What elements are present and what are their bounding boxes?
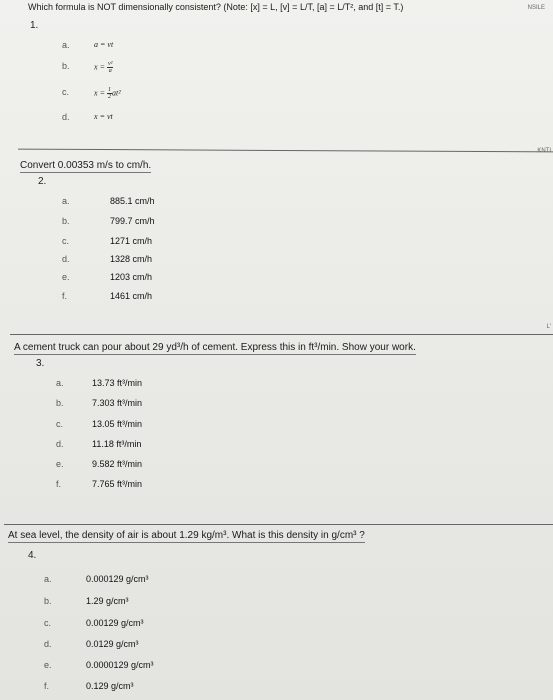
q3-option-b-value: 7.303 ft³/min <box>92 398 143 408</box>
q4-option-a-value: 0.000129 g/cm³ <box>86 574 149 584</box>
q2-option-b-value: 799.7 cm/h <box>110 216 155 226</box>
q4-option-b-letter: b. <box>44 596 52 606</box>
q3-option-c-letter: c. <box>56 419 64 429</box>
q2-option-f[interactable] <box>62 291 262 303</box>
q1-option-a-formula: a = vt <box>94 40 114 49</box>
q2-option-a-letter: a. <box>62 196 70 206</box>
q1-option-b[interactable] <box>62 61 222 75</box>
question-2-title: Convert 0.00353 m/s to cm/h. <box>20 160 152 171</box>
q3-option-b[interactable] <box>56 398 256 410</box>
q2-option-a-value: 885.1 cm/h <box>110 196 155 206</box>
q2-option-d-value: 1328 cm/h <box>110 254 153 264</box>
q4-option-f-letter: f. <box>44 681 50 691</box>
question-1-number: 1. <box>30 20 39 31</box>
q1-option-b-formula: x = $\frac{\text{v²}}{a}$ <box>94 61 113 74</box>
section-divider-3 <box>4 524 553 525</box>
q2-option-b[interactable] <box>62 216 262 228</box>
q2-option-c[interactable] <box>62 236 262 248</box>
q3-option-d[interactable] <box>56 439 256 451</box>
q2-option-d-letter: d. <box>62 254 70 264</box>
q2-option-e-letter: e. <box>62 272 70 282</box>
q4-option-f-value: 0.129 g/cm³ <box>86 681 134 691</box>
q4-option-c[interactable] <box>44 618 264 630</box>
q3-option-b-letter: b. <box>56 398 64 408</box>
question-2-number: 2. <box>38 176 47 187</box>
q3-option-e-value: 9.582 ft³/min <box>92 459 143 469</box>
q4-option-a[interactable] <box>44 574 264 586</box>
q2-option-c-value: 1271 cm/h <box>110 236 153 246</box>
q4-option-c-letter: c. <box>44 618 52 628</box>
q2-option-b-letter: b. <box>62 216 70 226</box>
q3-option-c[interactable] <box>56 419 256 431</box>
q4-option-d[interactable] <box>44 639 264 651</box>
q3-option-f-value: 7.765 ft³/min <box>92 479 143 489</box>
q2-option-f-value: 1461 cm/h <box>110 291 153 301</box>
q4-option-e[interactable] <box>44 660 264 672</box>
question-4-number: 4. <box>28 550 37 561</box>
q2-option-a[interactable] <box>62 196 262 208</box>
section-divider-2 <box>10 334 553 335</box>
question-3-title: A cement truck can pour about 29 yd³/h of cement. Express this in ft³/min. Show your work. <box>14 342 416 353</box>
q2-option-e[interactable] <box>62 272 262 284</box>
q3-option-f-letter: f. <box>56 479 62 489</box>
q3-option-a[interactable] <box>56 378 256 390</box>
q3-option-d-letter: d. <box>56 439 64 449</box>
corner-label-mid-right: KNTI <box>537 148 551 154</box>
q3-option-d-value: 11.18 ft³/min <box>92 439 142 449</box>
q4-option-a-letter: a. <box>44 574 52 584</box>
q4-option-f[interactable] <box>44 681 264 693</box>
q1-option-c-formula: x = $\frac{1}{2}$ at² <box>94 87 121 100</box>
q4-option-b[interactable] <box>44 596 264 608</box>
q3-option-e[interactable] <box>56 459 256 471</box>
q4-option-c-value: 0.00129 g/cm³ <box>86 618 144 628</box>
q1-option-b-letter: b. <box>62 61 70 71</box>
q1-option-c-letter: c. <box>62 87 70 97</box>
q4-option-d-value: 0.0129 g/cm³ <box>86 639 139 649</box>
q3-option-a-letter: a. <box>56 378 64 388</box>
q3-option-a-value: 13.73 ft³/min <box>92 378 143 388</box>
q4-option-e-value: 0.0000129 g/cm³ <box>86 660 154 670</box>
q1-option-c[interactable] <box>62 87 222 101</box>
q2-option-d[interactable] <box>62 254 262 266</box>
q2-option-f-letter: f. <box>62 291 68 301</box>
q2-option-c-letter: c. <box>62 236 70 246</box>
corner-label-lower-right: L' <box>546 324 551 330</box>
q1-option-a-letter: a. <box>62 40 70 50</box>
q3-option-e-letter: e. <box>56 459 64 469</box>
corner-label-top-right: NSILE <box>527 5 545 11</box>
question-3-number: 3. <box>36 358 45 369</box>
q2-option-e-value: 1203 cm/h <box>110 272 153 282</box>
q1-option-d-letter: d. <box>62 112 70 122</box>
question-4-title: At sea level, the density of air is about 1.29 kg/m³. What is this density in g/cm³ ? <box>8 530 365 541</box>
q1-option-a[interactable] <box>62 40 222 52</box>
q1-option-d[interactable] <box>62 112 222 124</box>
q4-option-d-letter: d. <box>44 639 52 649</box>
q3-option-c-value: 13.05 ft³/min <box>92 419 143 429</box>
question-1-title: Which formula is NOT dimensionally consistent? (Note: [x] = L, [v] = L/T, [a] = L/T², and [t] = T.) <box>28 2 404 12</box>
q1-option-d-formula: x = vt <box>94 112 113 121</box>
q4-option-b-value: 1.29 g/cm³ <box>86 596 129 606</box>
section-divider-1 <box>18 149 553 153</box>
q3-option-f[interactable] <box>56 479 256 491</box>
q4-option-e-letter: e. <box>44 660 52 670</box>
